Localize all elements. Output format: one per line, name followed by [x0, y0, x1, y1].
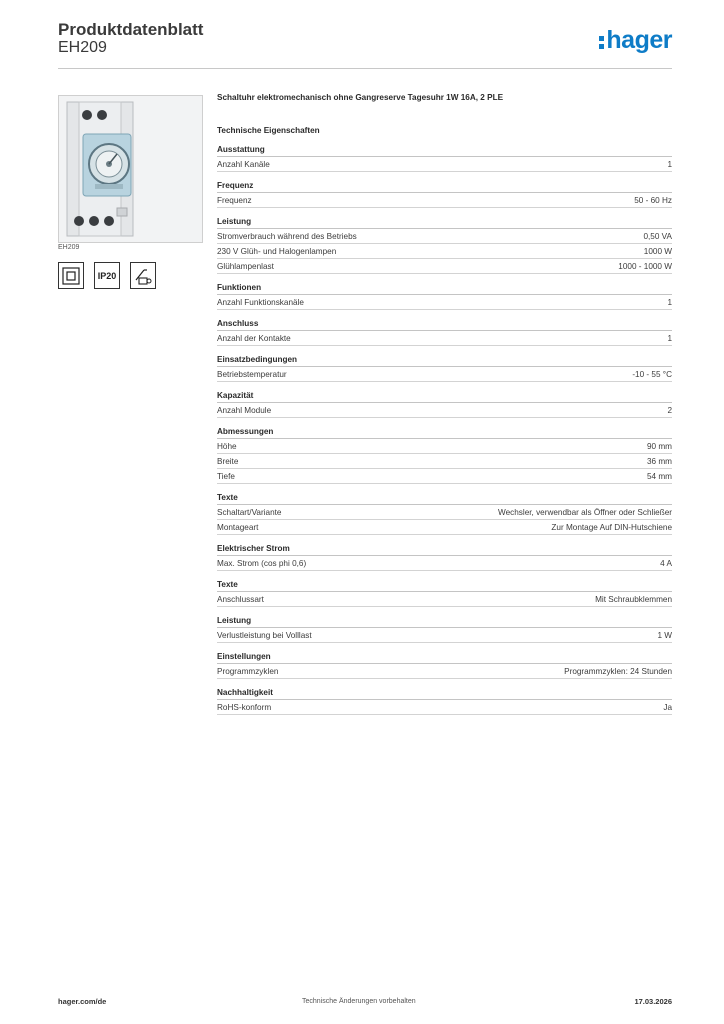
property-value: 0,50 VA	[643, 232, 672, 241]
product-symbols	[58, 262, 156, 289]
property-label: Verlustleistung bei Volllast	[217, 631, 312, 640]
property-group	[217, 181, 672, 208]
hager-logo	[599, 25, 672, 55]
group-title: Texte	[217, 493, 672, 505]
property-value: 1	[667, 334, 672, 343]
property-row	[217, 193, 672, 208]
property-label: Höhe	[217, 442, 237, 451]
property-value: 1000 W	[643, 247, 672, 256]
property-row	[217, 505, 672, 520]
property-value: Zur Montage Auf DIN-Hutschiene	[551, 523, 672, 532]
technical-data	[217, 93, 672, 724]
property-row	[217, 664, 672, 679]
property-group	[217, 544, 672, 571]
property-label: Anzahl Module	[217, 406, 272, 415]
property-row	[217, 454, 672, 469]
property-row	[217, 520, 672, 535]
property-row	[217, 556, 672, 571]
group-title: Ausstattung	[217, 145, 672, 157]
property-label: Anzahl der Kontakte	[217, 334, 291, 343]
section-title: Technische Eigenschaften	[217, 126, 320, 135]
group-title: Texte	[217, 580, 672, 592]
property-group	[217, 217, 672, 274]
property-group	[217, 616, 672, 643]
property-row	[217, 259, 672, 274]
class-ii-insulation-icon	[58, 262, 84, 289]
property-group	[217, 145, 672, 172]
product-description: Schaltuhr elektromechanisch ohne Gangreserve Tagesuhr 1W 16A, 2 PLE	[217, 93, 504, 102]
property-row	[217, 469, 672, 484]
property-row	[217, 700, 672, 715]
property-label: Tiefe	[217, 472, 235, 481]
property-label: Glühlampenlast	[217, 262, 274, 271]
property-label: Breite	[217, 457, 239, 466]
property-value: Programmzyklen: 24 Stunden	[564, 667, 672, 676]
property-value: 1	[667, 160, 672, 169]
property-row	[217, 628, 672, 643]
property-value: Mit Schraubklemmen	[595, 595, 672, 604]
ip20-icon: IP20	[94, 262, 120, 289]
page-title: Produktdatenblatt	[58, 20, 204, 39]
property-value: 50 - 60 Hz	[634, 196, 672, 205]
property-value: 2	[667, 406, 672, 415]
property-group	[217, 283, 672, 310]
product-code: EH209	[58, 39, 107, 56]
property-row	[217, 403, 672, 418]
group-title: Anschluss	[217, 319, 672, 331]
property-row	[217, 244, 672, 259]
group-title: Frequenz	[217, 181, 672, 193]
property-value: Ja	[663, 703, 672, 712]
property-row	[217, 367, 672, 382]
property-row	[217, 592, 672, 607]
group-title: Nachhaltigkeit	[217, 688, 672, 700]
property-value: 36 mm	[646, 457, 672, 466]
property-group	[217, 319, 672, 346]
property-row	[217, 229, 672, 244]
group-title: Einsatzbedingungen	[217, 355, 672, 367]
property-value: 1 W	[657, 631, 672, 640]
property-label: Anzahl Funktionskanäle	[217, 298, 304, 307]
group-title: Funktionen	[217, 283, 672, 295]
property-label: Stromverbrauch während des Betriebs	[217, 232, 357, 241]
logo-dots-icon	[599, 36, 604, 49]
property-value: 1000 - 1000 W	[618, 262, 672, 271]
property-label: Anzahl Kanäle	[217, 160, 270, 169]
group-title: Kapazität	[217, 391, 672, 403]
property-label: RoHS-konform	[217, 703, 272, 712]
group-title: Leistung	[217, 616, 672, 628]
property-label: Schaltart/Variante	[217, 508, 282, 517]
property-value: 54 mm	[646, 472, 672, 481]
group-title: Leistung	[217, 217, 672, 229]
property-label: 230 V Glüh- und Halogenlampen	[217, 247, 337, 256]
footer-notice: Technische Änderungen vorbehalten	[302, 998, 416, 1005]
property-label: Frequenz	[217, 196, 252, 205]
group-title: Elektrischer Strom	[217, 544, 672, 556]
footer-website: hager.com/de	[58, 997, 107, 1006]
group-title: Einstellungen	[217, 652, 672, 664]
property-label: Montageart	[217, 523, 259, 532]
property-group	[217, 580, 672, 607]
property-label: Programmzyklen	[217, 667, 279, 676]
group-title: Abmessungen	[217, 427, 672, 439]
product-image	[58, 95, 203, 243]
image-caption: EH209	[58, 244, 80, 251]
property-row	[217, 157, 672, 172]
property-group	[217, 493, 672, 535]
property-value: 1	[667, 298, 672, 307]
property-label: Max. Strom (cos phi 0,6)	[217, 559, 307, 568]
property-group	[217, 652, 672, 679]
property-row	[217, 295, 672, 310]
header-divider	[58, 68, 672, 69]
property-group	[217, 427, 672, 484]
property-group	[217, 355, 672, 382]
property-label: Anschlussart	[217, 595, 264, 604]
property-value: -10 - 55 °C	[632, 370, 672, 379]
property-label: Betriebstemperatur	[217, 370, 287, 379]
property-group	[217, 391, 672, 418]
property-row	[217, 439, 672, 454]
property-value: 90 mm	[646, 442, 672, 451]
footer-date: 17.03.2026	[634, 997, 672, 1006]
time-switch-symbol-icon	[130, 262, 156, 289]
property-value: Wechsler, verwendbar als Öffner oder Schließer	[498, 508, 672, 517]
property-row	[217, 331, 672, 346]
property-value: 4 A	[660, 559, 672, 568]
logo-text: hager	[606, 25, 672, 54]
property-groups	[217, 145, 672, 715]
property-group	[217, 688, 672, 715]
